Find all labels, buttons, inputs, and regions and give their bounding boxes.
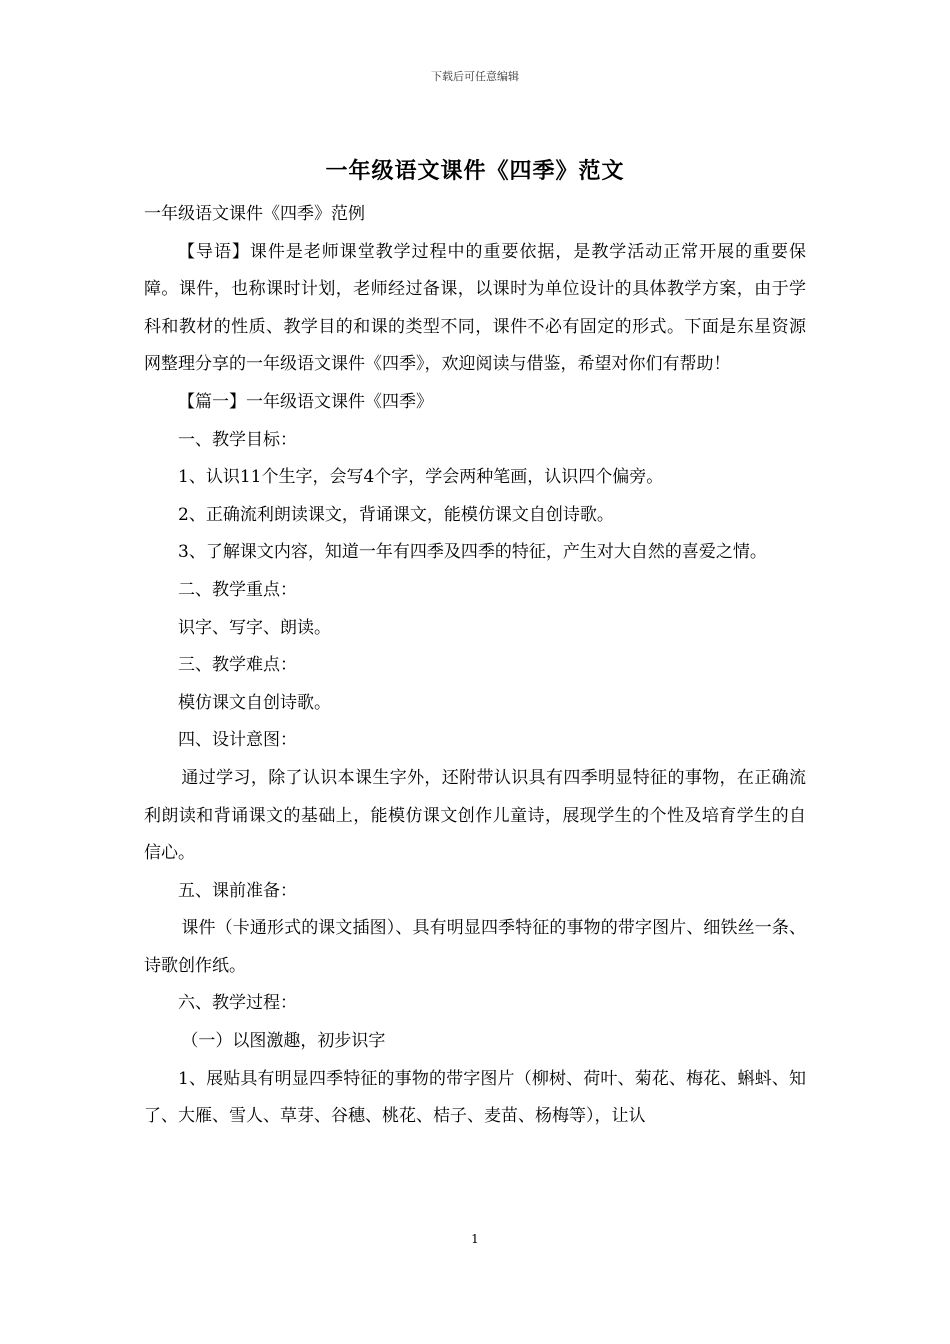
- section-heading: 【篇一】一年级语文课件《四季》: [178, 391, 433, 412]
- list-item: 1、认识11个生字，会写4个字，学会两种笔画，认识四个偏旁。: [178, 467, 664, 488]
- page-title: 一年级语文课件《四季》范文: [325, 158, 625, 184]
- section-heading: 五、课前准备：: [178, 880, 297, 901]
- body-paragraph: 模仿课文自创诗歌。: [178, 692, 331, 713]
- intro-paragraph: 【导语】课件是老师课堂教学过程中的重要依据，是教学活动正常开展的重要保障。课件，也称课时计划，老师经过备课，以课时为单位设计的具体教学方案，由于学科和教材的性质、教学目的和课的类型不同，课件不必有固定的形式。下面是东星资源网整理分享的一年级语文课件《四季》，欢迎阅读与借鉴，希望对你们有帮助！: [144, 241, 806, 375]
- body-paragraph: 识字、写字、朗读。: [178, 617, 331, 638]
- subsection-heading: （一）以图激趣，初步识字: [181, 1031, 386, 1052]
- section-heading: 四、设计意图：: [178, 730, 297, 751]
- list-item: 3、了解课文内容，知道一年有四季及四季的特征，产生对大自然的喜爱之情。: [178, 542, 767, 563]
- section-heading: 一、教学目标：: [178, 429, 297, 450]
- document-body: [144, 196, 806, 1136]
- page-number: 1: [471, 1232, 479, 1246]
- list-item: 1、展贴具有明显四季特征的事物的带字图片（柳树、荷叶、菊花、梅花、蝌蚪、知了、大雁、雪人、草芽、谷穗、桃花、桔子、麦苗、杨梅等），让认: [144, 1068, 806, 1127]
- list-item: 2、正确流利朗读课文，背诵课文，能模仿课文自创诗歌。: [178, 504, 614, 525]
- section-heading: 二、教学重点：: [178, 579, 297, 600]
- body-paragraph: 课件（卡通形式的课文插图）、具有明显四季特征的事物的带字图片、细铁丝一条、诗歌创作纸。: [144, 918, 806, 976]
- header-note: 下载后可任意编辑: [431, 70, 519, 83]
- section-heading: 三、教学难点：: [178, 655, 297, 676]
- body-paragraph: 通过学习，除了认识本课生字外，还附带认识具有四季明显特征的事物，在正确流利朗读和背诵课文的基础上，能模仿课文创作儿童诗，展现学生的个性及培育学生的自信心。: [144, 767, 806, 864]
- subtitle-paragraph: 一年级语文课件《四季》范例: [144, 204, 365, 224]
- section-heading: 六、教学过程：: [178, 993, 297, 1014]
